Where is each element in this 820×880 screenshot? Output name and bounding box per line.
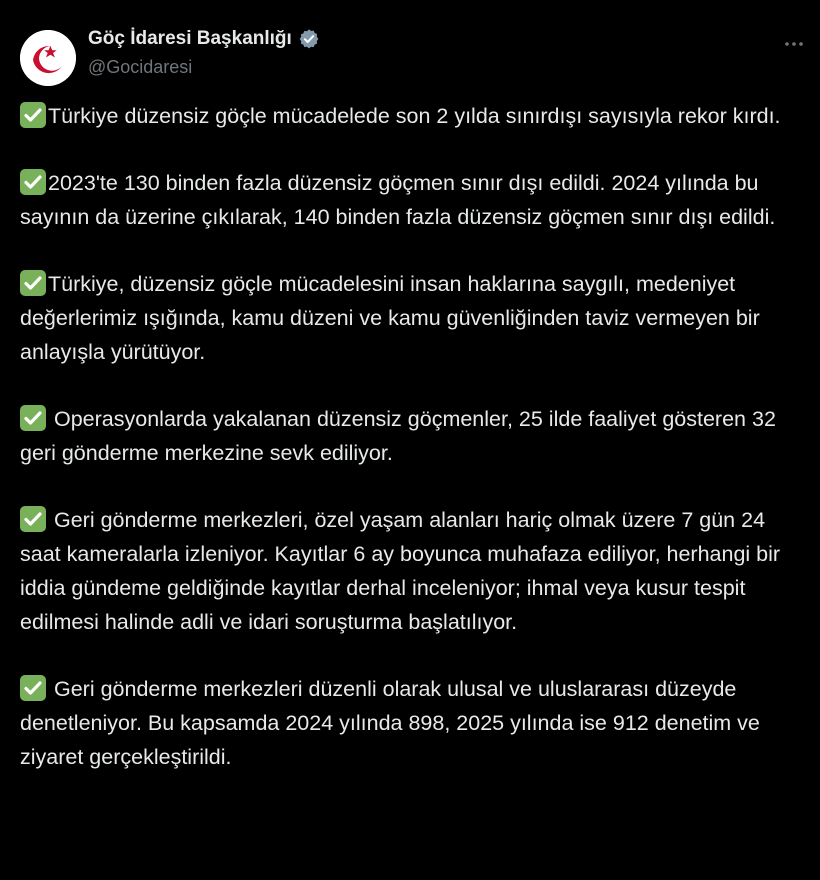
check-mark-icon	[20, 169, 46, 195]
check-mark-icon	[20, 506, 46, 532]
paragraph-text: Türkiye düzensiz göçle mücadelede son 2 yılda sınırdışı sayısıyla rekor kırdı.	[48, 104, 781, 128]
tweet-header	[20, 24, 810, 84]
paragraph-text: Geri gönderme merkezleri, özel yaşam alanları hariç olmak üzere 7 gün 24 saat kameralarla izleniyor. Kayıtlar 6 ay boyunca muhafaza ediliyor, herhangi bir iddia gündeme geldiğinde kayıtlar derhal inceleniyor; ihmal veya kusur tespit edilmesi halinde adli ve idari soruşturma başlatılıyor.	[20, 508, 781, 634]
paragraph-text: 2023'te 130 binden fazla düzensiz göçmen sınır dışı edildi. 2024 yılında bu sayının da üzerine çıkılarak, 140 binden fazla düzensiz göçmen sınır dışı edildi.	[20, 171, 776, 229]
tweet-paragraph	[20, 267, 810, 369]
display-name[interactable]: Göç İdaresi Başkanlığı	[88, 28, 292, 49]
tweet-paragraph	[20, 166, 810, 234]
tweet-text	[20, 99, 810, 807]
check-mark-icon	[20, 102, 46, 128]
more-options-icon[interactable]	[782, 32, 806, 56]
verified-badge-icon	[298, 28, 320, 50]
paragraph-text: Türkiye, düzensiz göçle mücadelesini insan haklarına saygılı, medeniyet değerlerimiz ışığında, kamu düzeni ve kamu güvenliğinden taviz vermeyen bir anlayışla yürütüyor.	[20, 272, 760, 364]
tweet-paragraph	[20, 99, 810, 133]
agency-logo-icon	[20, 30, 76, 86]
check-mark-icon	[20, 270, 46, 296]
avatar[interactable]	[20, 30, 76, 86]
paragraph-text: Geri gönderme merkezleri düzenli olarak ulusal ve uluslararası düzeyde denetleniyor. Bu kapsamda 2024 yılında 898, 2025 yılında ise 912 denetim ve ziyaret gerçekleştirildi.	[20, 677, 760, 769]
tweet-paragraph	[20, 402, 810, 470]
name-row	[88, 28, 320, 50]
check-mark-icon	[20, 405, 46, 431]
tweet-paragraph	[20, 503, 810, 639]
tweet-paragraph	[20, 672, 810, 774]
paragraph-text: Operasyonlarda yakalanan düzensiz göçmenler, 25 ilde faaliyet gösteren 32 geri gönderme merkezine sevk ediliyor.	[20, 407, 776, 465]
user-handle[interactable]: @Gocidaresi	[88, 57, 193, 77]
check-mark-icon	[20, 675, 46, 701]
